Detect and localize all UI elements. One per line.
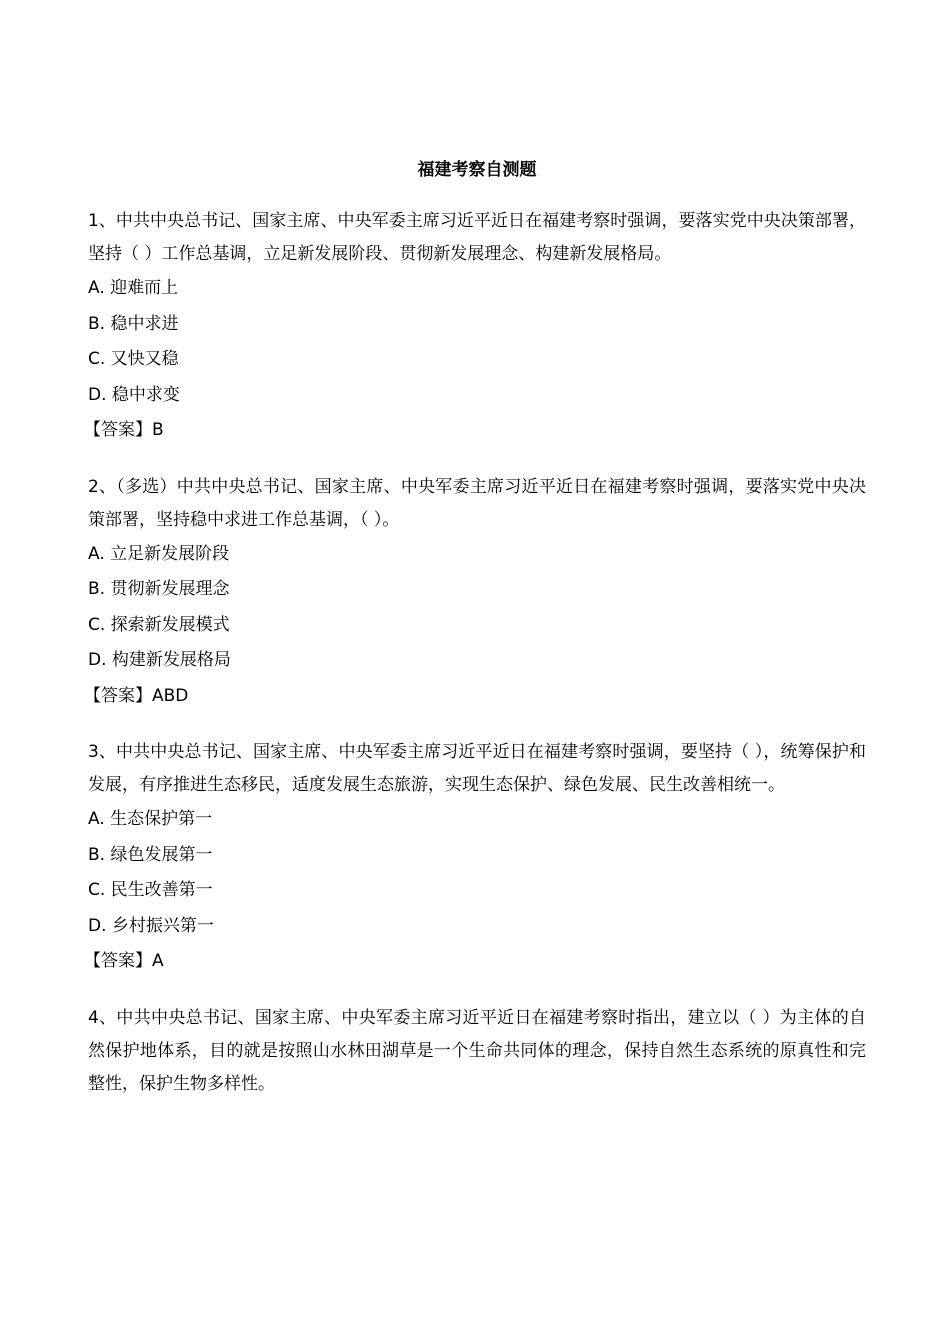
- question-stem: 2、（多选）中共中央总书记、国家主席、中央军委主席习近平近日在福建考察时强调，要落实党中央决策部署，坚持稳中求进工作总基调，（ ）。: [88, 476, 866, 530]
- question-stem: 1、中共中央总书记、国家主席、中央军委主席习近平近日在福建考察时强调，要落实党中央决策部署，坚持（ ）工作总基调，立足新发展阶段、贯彻新发展理念、构建新发展格局。: [88, 211, 866, 264]
- option-d: D. 稳中求变: [88, 384, 180, 405]
- option-b: B. 绿色发展第一: [88, 844, 213, 865]
- document-title: 福建考察自测题: [417, 160, 537, 180]
- option-c: C. 民生改善第一: [88, 880, 213, 900]
- option-d: D. 构建新发展格局: [88, 650, 231, 670]
- option-a: A. 生态保护第一: [88, 809, 213, 829]
- option-b: B. 贯彻新发展理念: [88, 579, 230, 599]
- option-c: C. 又快又稳: [88, 349, 179, 369]
- document-page: [84, 155, 866, 1123]
- option-a: A. 立足新发展阶段: [88, 543, 230, 564]
- answer-label: 【答案】A: [84, 951, 164, 971]
- question-2: [84, 471, 866, 715]
- question-4: [88, 1002, 866, 1101]
- option-b: B. 稳中求进: [88, 313, 179, 334]
- option-list: [88, 537, 866, 679]
- answer-label: 【答案】B: [84, 420, 164, 440]
- question-3: [84, 736, 866, 980]
- option-a: A. 迎难而上: [88, 278, 179, 298]
- option-c: C. 探索新发展模式: [88, 614, 230, 635]
- answer-label: 【答案】ABD: [84, 685, 189, 706]
- question-stem: 3、中共中央总书记、国家主席、中央军委主席习近平近日在福建考察时强调，要坚持（ ），统筹保护和发展，有序推进生态移民，适度发展生态旅游，实现生态保护、绿色发展、民生改善相统一。: [88, 742, 866, 795]
- option-list: [88, 802, 866, 944]
- option-list: [88, 271, 866, 413]
- option-d: D. 乡村振兴第一: [88, 915, 214, 936]
- question-stem: 4、中共中央总书记、国家主席、中央军委主席习近平近日在福建考察时指出，建立以（ ）为主体的自然保护地体系，目的就是按照山水林田湖草是一个生命共同体的理念，保持自然生态系统的原真性和完整性，保护生物多样性。: [88, 1007, 866, 1094]
- question-1: [84, 205, 866, 449]
